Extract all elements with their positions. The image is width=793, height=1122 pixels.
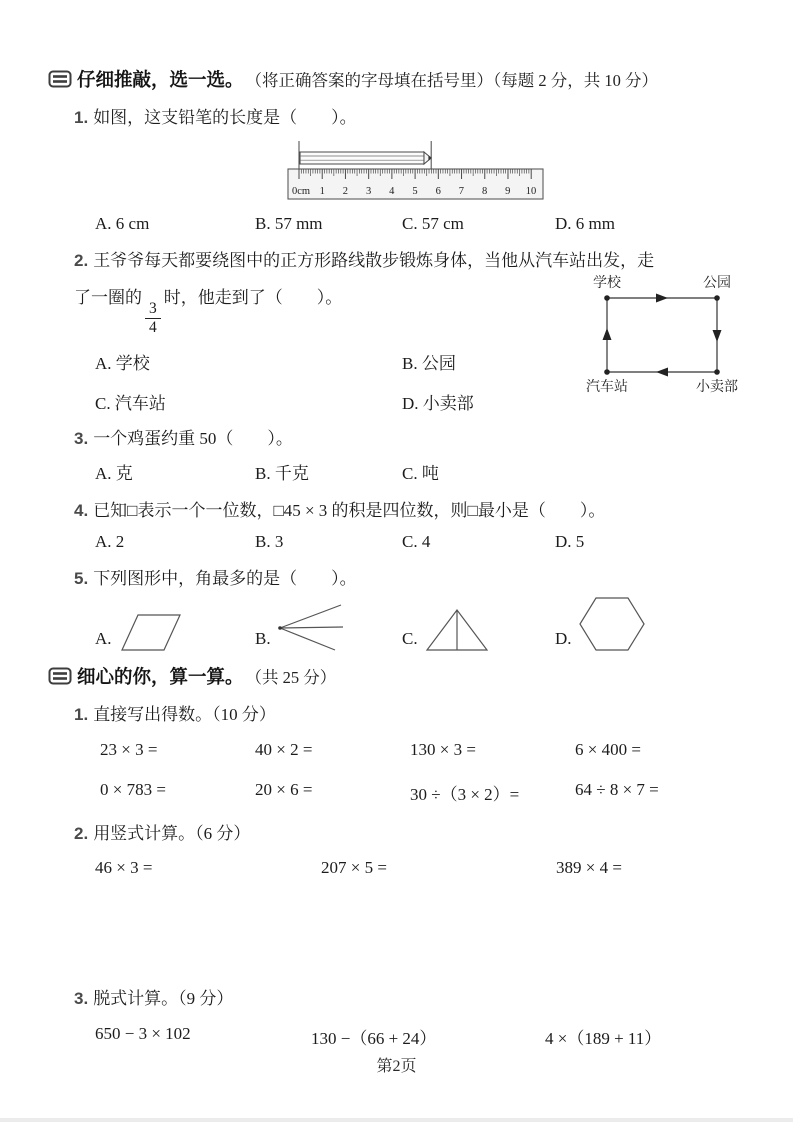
q2-option-c: C. 汽车站 [95, 393, 166, 413]
svg-text:8: 8 [481, 185, 488, 197]
expr-6x400: 6 × 400 = [575, 739, 641, 759]
section1-subtitle: （将正确答案的字母填在括号里）（每题 2 分，共 10 分） [245, 71, 659, 90]
question-1-text: 如图，这支铅笔的长度是（ ）。 [93, 108, 357, 127]
sub1-number: 1. [74, 705, 89, 725]
question-4 [74, 498, 753, 524]
triangle-with-median-icon [422, 605, 492, 653]
q1-option-b: B. 57 mm [255, 213, 323, 233]
question-2-number: 2. [74, 250, 89, 270]
q3-option-a: A. 克 [95, 464, 133, 484]
q4-option-b: B. 3 [255, 531, 284, 551]
svg-text:2: 2 [342, 185, 349, 197]
section2-sub3-title [74, 986, 753, 1012]
expr-389x4: 389 × 4 = [556, 858, 622, 878]
expr-30div3x2: 30 ÷（3 × 2）= [410, 784, 520, 804]
svg-text:9: 9 [505, 185, 511, 197]
svg-text:1: 1 [319, 185, 325, 197]
q2-option-b: B. 公园 [402, 353, 456, 373]
question-2 [48, 248, 753, 414]
question-3-options [95, 459, 753, 484]
question-3-text: 一个鸡蛋约重 50（ ）。 [93, 428, 293, 448]
step-computation-row [95, 1024, 753, 1049]
question-1 [74, 105, 753, 131]
expr-130x3: 130 × 3 = [410, 739, 476, 759]
section2-header [48, 663, 753, 689]
vertical-computation-row [95, 858, 753, 878]
ruler-icon [288, 169, 543, 199]
q1-option-c: C. 57 cm [402, 213, 464, 233]
q2-option-a: A. 学校 [95, 353, 150, 373]
q3-option-c: C. 吨 [402, 464, 439, 484]
q4-option-c: C. 4 [402, 531, 431, 551]
question-1-number: 1. [74, 108, 89, 127]
section2-title: 细心的你，算一算。 [77, 666, 244, 688]
q2-option-d: D. 小卖部 [402, 393, 474, 413]
direct-computation-grid [100, 740, 753, 805]
q1-option-a: A. 6 cm [95, 213, 150, 233]
pencil-ruler-graphic [285, 139, 547, 203]
question-5-text: 下列图形中，角最多的是（ ）。 [93, 568, 357, 588]
sub3-title-text: 脱式计算。（9 分） [93, 989, 234, 1009]
hexagon-icon [576, 595, 648, 653]
section1-title: 仔细推敲，选一选。 [77, 69, 244, 90]
arrow-right-icon [656, 293, 668, 302]
sub1-title-text: 直接写出得数。（10 分） [93, 705, 276, 725]
expr-23x3: 23 × 3 = [100, 739, 158, 759]
svg-text:5: 5 [412, 185, 418, 197]
q5-label-a: A. [95, 629, 112, 649]
q4-option-a: A. 2 [95, 531, 125, 551]
question-5-options [95, 595, 753, 653]
question-5-number: 5. [74, 568, 89, 588]
expr-130-66plus24: 130 −（66 + 24） [311, 1028, 437, 1048]
section2-sub1-title [74, 702, 753, 728]
section1-header [48, 66, 753, 92]
ruler-zero-label: 0cm [292, 185, 311, 197]
expr-4x189plus11: 4 ×（189 + 11） [545, 1028, 662, 1048]
q2-line2-pre: 了一圈的 [74, 288, 142, 307]
question-1-options [95, 214, 753, 234]
q5-label-b: B. [255, 629, 271, 649]
pencil-icon [300, 152, 431, 164]
question-2-text-line1: 王爷爷每天都要绕图中的正方形路线散步锻炼身体，当他从汽车站出发，走 [93, 250, 655, 270]
book-icon [48, 70, 72, 88]
q3-option-b: B. 千克 [255, 464, 309, 484]
parallelogram-icon [116, 611, 188, 653]
fraction-numerator: 3 [145, 301, 161, 319]
expr-46x3: 46 × 3 = [95, 858, 153, 878]
arrow-left-icon [656, 367, 668, 376]
square-route-map [577, 272, 749, 396]
q4-option-d: D. 5 [555, 531, 585, 551]
svg-text:6: 6 [435, 185, 441, 197]
arrow-down-icon [713, 330, 722, 342]
q1-option-d: D. 6 mm [555, 213, 615, 233]
expr-20x6: 20 × 6 = [255, 779, 313, 799]
book-icon [48, 667, 72, 685]
section2-subtitle: （共 25 分） [245, 668, 337, 688]
question-4-number: 4. [74, 501, 89, 521]
fraction-three-fourths [145, 301, 161, 337]
map-label-park: 公园 [703, 275, 731, 291]
arrow-up-icon [603, 328, 612, 340]
question-3 [74, 426, 753, 452]
pencil-ruler-figure [285, 139, 753, 208]
map-label-school: 学校 [593, 275, 621, 291]
svg-text:10: 10 [525, 185, 537, 197]
q5-option-b [255, 601, 402, 653]
sub2-title-text: 用竖式计算。（6 分） [93, 823, 251, 843]
q2-line2-post: 时，他走到了（ ）。 [163, 288, 343, 307]
fraction-denominator: 4 [149, 319, 157, 337]
expr-64div8x7: 64 ÷ 8 × 7 = [575, 779, 659, 799]
section2-sub2-title [74, 821, 753, 847]
svg-text:4: 4 [389, 185, 395, 197]
expr-40x2: 40 × 2 = [255, 739, 313, 759]
map-label-shop: 小卖部 [696, 379, 738, 395]
sub3-number: 3. [74, 989, 89, 1009]
q5-label-c: C. [402, 629, 418, 649]
expr-0x783: 0 × 783 = [100, 779, 166, 799]
expr-650-3x102: 650 − 3 × 102 [95, 1023, 191, 1043]
question-4-options [95, 532, 753, 552]
page-number: 第2页 [376, 1058, 417, 1075]
question-5 [74, 566, 753, 592]
question-3-number: 3. [74, 428, 89, 448]
q5-option-a [95, 611, 255, 653]
q5-label-d: D. [555, 629, 572, 649]
q5-option-d [555, 595, 753, 653]
expr-207x5: 207 × 5 = [321, 858, 387, 878]
q5-option-c [402, 605, 555, 653]
sub2-number: 2. [74, 823, 89, 843]
svg-text:7: 7 [458, 185, 465, 197]
question-4-text: 已知□表示一个一位数，□45 × 3 的积是四位数，则□最小是（ ）。 [93, 501, 606, 521]
three-rays-icon [275, 601, 347, 653]
map-label-bus-station: 汽车站 [586, 379, 628, 395]
svg-text:3: 3 [365, 185, 372, 197]
